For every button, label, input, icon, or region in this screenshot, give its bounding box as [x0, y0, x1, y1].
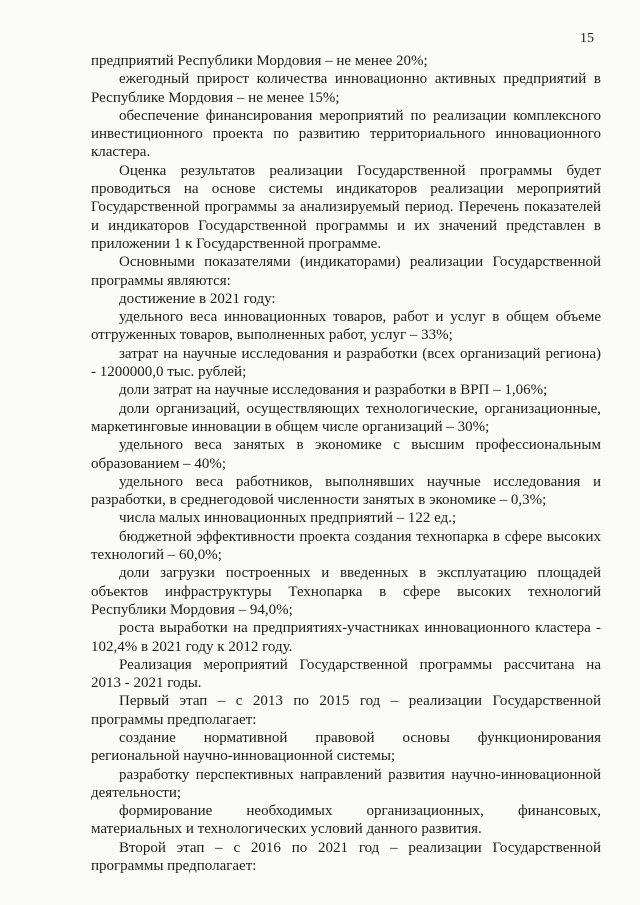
text-line: разработки, в среднегодовой численности занятых в экономике – 0,3%;: [91, 492, 547, 509]
text-line: образованием – 40%;: [91, 455, 227, 472]
text-line: предприятий Республики Мордовия – не менее 20%;: [91, 53, 428, 69]
document-body: [91, 52, 601, 875]
text-line: создание нормативной правовой основы функционирования: [119, 729, 601, 746]
text-line: доли затрат на научные исследования и разработки в ВРП – 1,06%;: [119, 382, 548, 399]
text-line: достижение в 2021 году:: [119, 290, 276, 307]
page-number: 15: [580, 31, 594, 46]
text-line: формирование необходимых организационных, финансовых,: [119, 803, 601, 820]
text-line: и индикаторов Государственной программы и их значений представлен в: [91, 217, 601, 234]
text-line: Реализация мероприятий Государственной программы рассчитана на: [119, 656, 601, 673]
text-line: ежегодный прирост количества инновационно активных предприятий в: [119, 71, 601, 88]
text-line: программы предполагает:: [91, 711, 257, 728]
text-line: удельного веса занятых в экономике с высшим профессиональным: [119, 437, 601, 454]
text-line: числа малых инновационных предприятий – 122 ед.;: [119, 510, 457, 527]
text-line: удельного веса работников, выполнявших научные исследования и: [119, 473, 601, 490]
text-line: материальных и технологических условий данного развития.: [91, 821, 482, 838]
text-line: приложении 1 к Государственной программе.: [91, 235, 382, 252]
text-line: доли загрузки построенных и введенных в эксплуатацию площадей: [119, 565, 601, 582]
text-line: инвестиционного проекта по развитию территориального инновационного: [91, 126, 601, 143]
text-line: затрат на научные исследования и разработки (всех организаций региона): [119, 345, 601, 362]
text-line: отгруженных товаров, выполненных работ, услуг – 33%;: [91, 327, 453, 344]
text-line: региональной научно-инновационной системы;: [91, 748, 396, 765]
text-line: Основными показателями (индикаторами) реализации Государственной: [119, 254, 601, 271]
text-line: удельного веса инновационных товаров, работ и услуг в общем объеме: [119, 309, 601, 326]
text-line: роста выработки на предприятиях-участниках инновационного кластера -: [119, 620, 601, 637]
text-line: маркетинговые инновации в общем числе организаций – 30%;: [91, 418, 490, 435]
text-line: обеспечение финансирования мероприятий по реализации комплексного: [119, 107, 601, 124]
text-line: разработку перспективных направлений развития научно-инновационной: [119, 766, 601, 783]
text-line: программы являются:: [91, 272, 231, 289]
text-line: Второй этап – с 2016 по 2021 год – реализации Государственной: [119, 839, 601, 856]
text-line: объектов инфраструктуры Технопарка в сфере высоких технологий: [91, 583, 601, 600]
text-line: - 1200000,0 тыс. рублей;: [91, 364, 247, 381]
text-line: Первый этап – с 2013 по 2015 год – реализации Государственной: [119, 693, 601, 710]
text-line: программы предполагает:: [91, 858, 257, 875]
text-line: кластера.: [91, 144, 151, 161]
text-line: 102,4% в 2021 году к 2012 году.: [91, 638, 293, 655]
text-line: Государственной программы за анализируемый период. Перечень показателей: [91, 199, 601, 216]
text-line: бюджетной эффективности проекта создания технопарка в сфере высоких: [119, 528, 601, 545]
text-line: 2013 - 2021 годы.: [91, 675, 202, 692]
text-line: технологий – 60,0%;: [91, 547, 222, 564]
text-line: Республики Мордовия – 94,0%;: [91, 601, 293, 618]
text-line: деятельности;: [91, 784, 182, 801]
text-line: Республике Мордовия – не менее 15%;: [91, 89, 340, 106]
text-line: доли организаций, осуществляющих технологические, организационные,: [119, 400, 601, 417]
text-line: Оценка результатов реализации Государственной программы будет: [119, 162, 601, 179]
text-line: проводиться на основе системы индикаторов реализации мероприятий: [91, 181, 601, 198]
